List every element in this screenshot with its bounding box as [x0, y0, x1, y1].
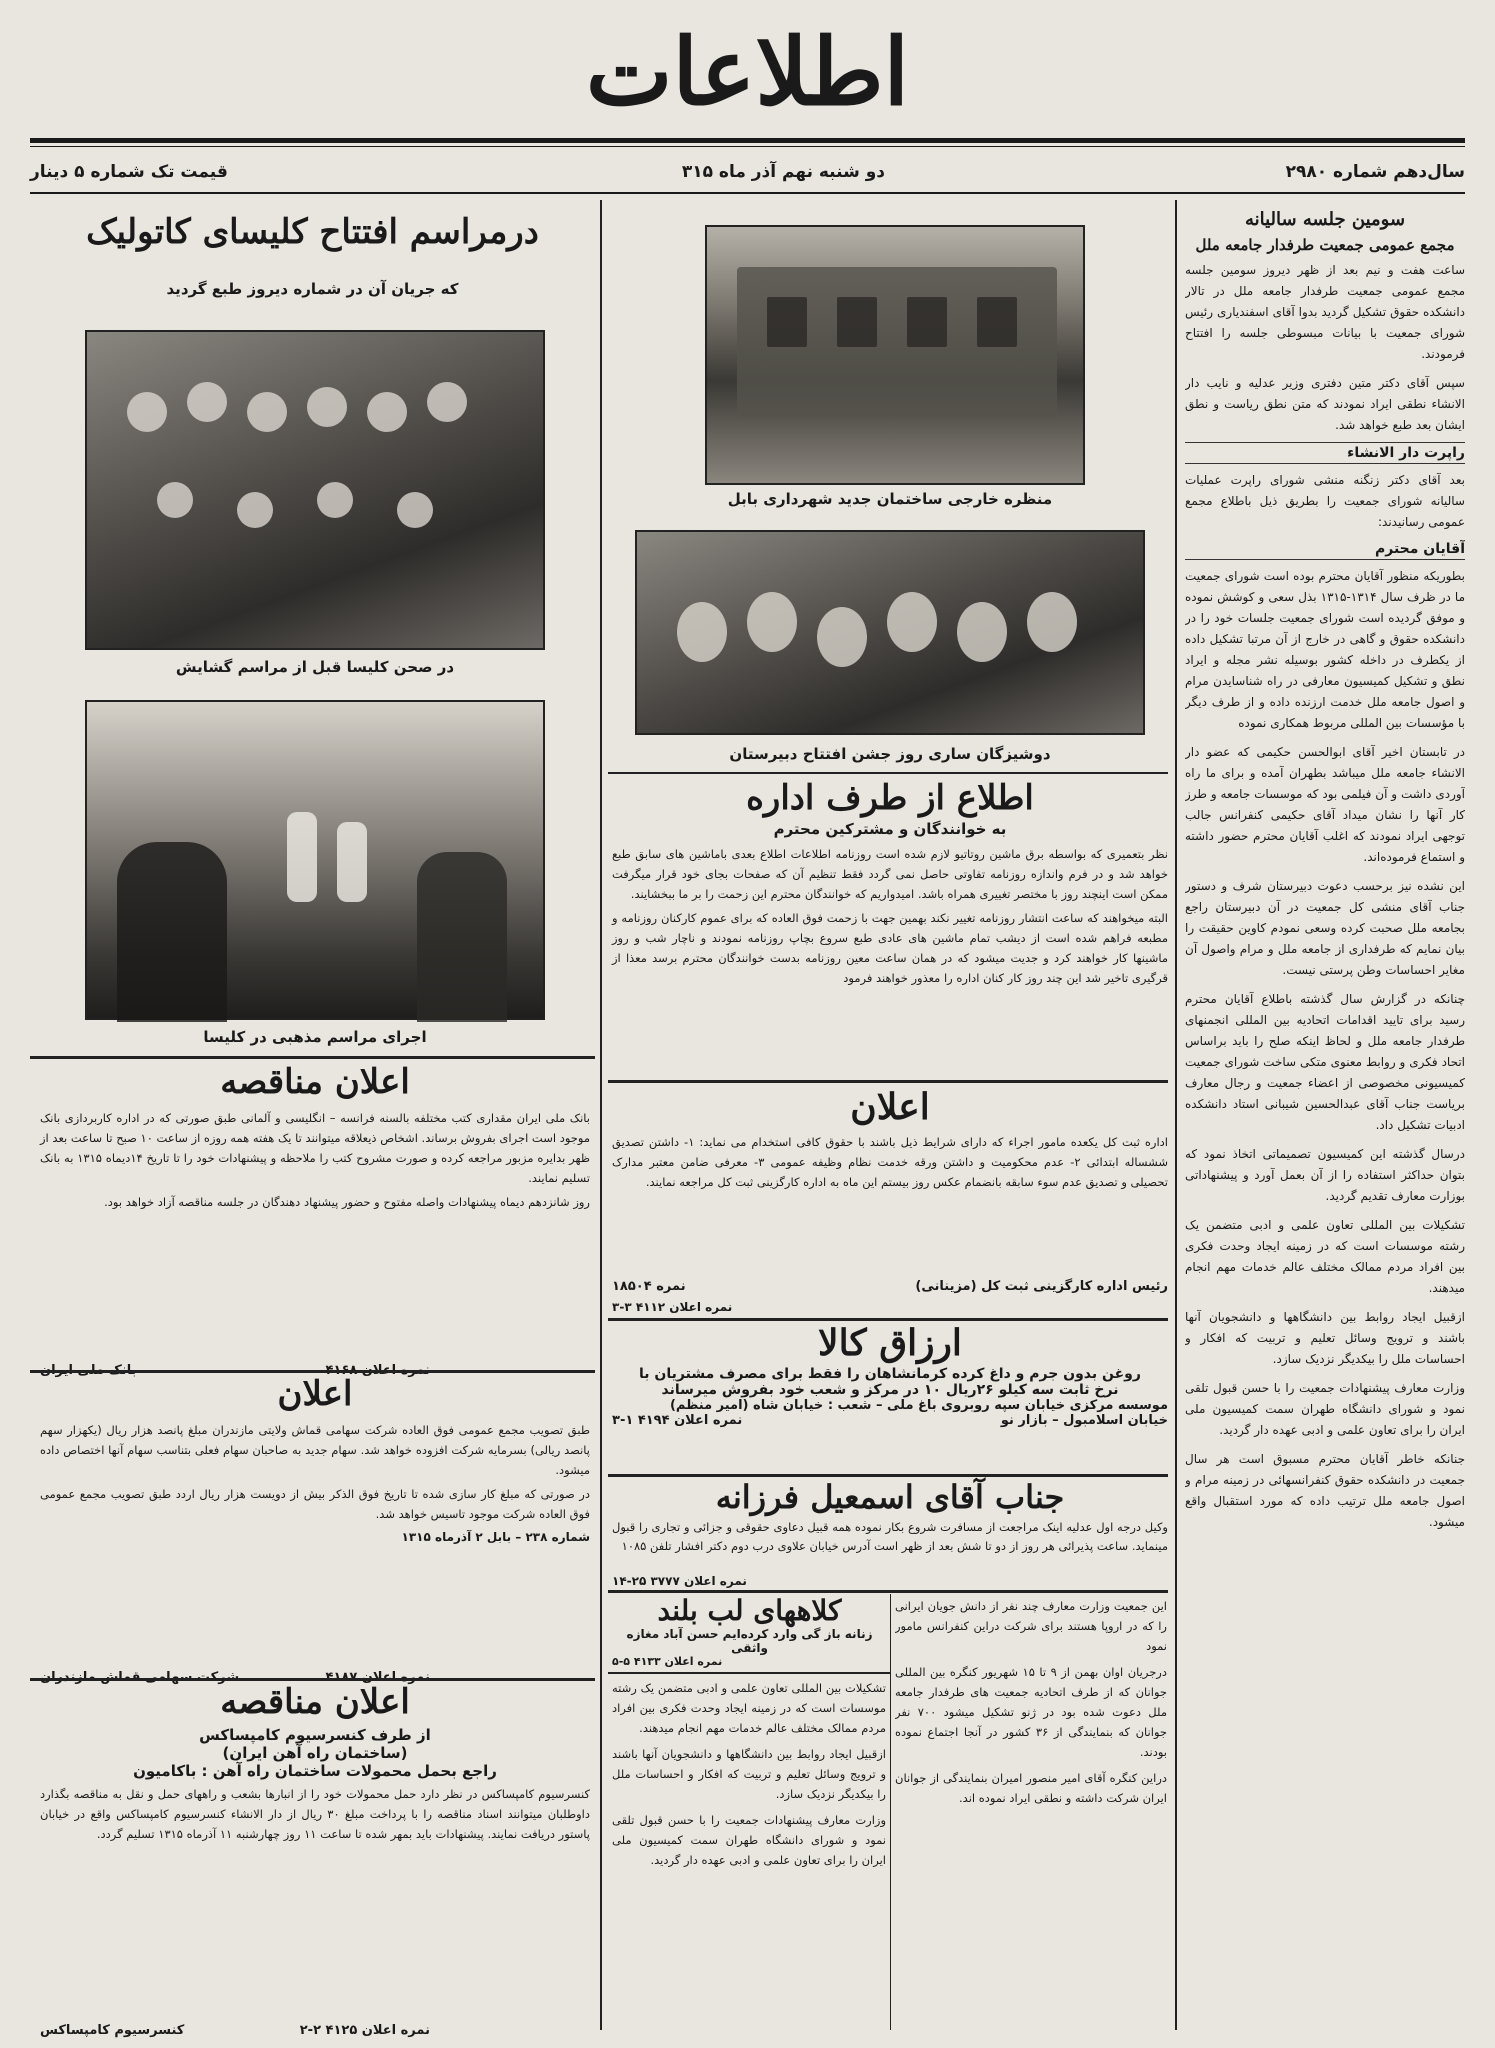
column-rule-right: [1175, 200, 1177, 2030]
notice-ad-number: نمره اعلان ۳۷۷۷ ۲۵-۱۴: [612, 1574, 747, 1588]
article-paragraph: این نشده نیز برحسب دعوت دبیرستان شرف و دستور جناب آقای منشی کل جمعیت در آن دبیرستان راجع بجامعه ملل صحبت کرده وسعی نمودم کاوین حقیقت را بیان نمایم که طرفداری از جامعه ملل و مرام واصول آن مغایر احساسات وطن پرستی نیست.: [1185, 879, 1465, 977]
notice-paragraph: اداره ثبت کل یکعده مامور اجراء که دارای شرایط ذیل باشند با حقوق کافی استخدام می نماید: ۱- داشتن تصدیق ششساله ابتدائی ۲- عدم محکومیت و داشتن ورقه خدمت نظام وظیفه عمومی ۳- معرفی ضامن معتبر مدارک تحصیلی و تصدیق عدم سوء سابقه بانضمام عکس روز بیستم این ماه به اداره کارگزینی ثبت کل مراجعه نمایند.: [612, 1135, 1169, 1189]
divider: [30, 1056, 595, 1059]
notice-from-administration: [612, 778, 1168, 1078]
divider: [608, 1080, 1168, 1083]
issue-number: سال‌دهم شماره ۲۹۸۰: [1285, 162, 1465, 182]
article-paragraph: ازقبیل ایجاد روابط بین دانشگاهها و دانشجویان آنها باشند و ترویج وسائل تعلیم و تربیت که افکار و احساسات ملل را بیکدیگر نزدیک سازد.: [612, 1747, 886, 1801]
notice-lawyer-farzaneh: [612, 1478, 1168, 1588]
caption-church-ceremony: اجرای مراسم مذهبی در کلیسا: [203, 1028, 427, 1046]
caption-church-courtyard: در صحن کلیسا قبل از مراسم گشایش: [175, 658, 455, 676]
ad-paragraph: روز شانزدهم دیماه پیشنهادات واصله مفتوح و حضور پیشنهاد دهندگان در جلسه مناقصه آزاد خواهد بود.: [104, 1195, 590, 1209]
masthead: [0, 0, 1495, 150]
notice-ad-number: نمره اعلان ۴۱۳۳ ۵-۵: [612, 1655, 723, 1668]
ad-paragraph: در صورتی که مبلغ کار سازی شده تا تاریخ فوق الذکر بیش از دویست هزار ریال اردد طبق تصویب مجمع عمومی فوق العاده شرکت موجود تاسیس خواهد شد.: [40, 1487, 590, 1521]
notice-arzagh-kala: [612, 1322, 1168, 1472]
article-paragraph: بطوریکه منظور آقایان محترم بوده است شورای جمعیت ما در ظرف سال ۱۳۱۴-۱۳۱۵ بذل سعی و کوشش نموده و موفق گردیده است شورای جمعیت جلسات خود را در دانشکده حقوق و گاهی در خارج از آن مرتبا تشکیل داده از یکطرف در داخله کشور بوسیله نشر مجله و ایراد نطق و تشکیل کمیسیون معارفی در راه شناسایدن مرام و اصول جامعه ملل خدمت ارزنده داده و از طرف دیگر با مؤسسات بین المللی مربوط همکاری نموده: [1185, 569, 1465, 730]
ad-paragraph: بانک ملی ایران مقداری کتب مختلفه بالسنه فرانسه – انگلیسی و آلمانی طبق صورتی که در اداره کاربردازی بانک موجود است اجرای بفروش برساند. اشخاص ذیعلاقه میتوانند تا یک هفته همه روزه از ساعت ۱۰ صبح تا ساعت بعد از ظهر بدایره مزبور مراجعه کرده و صورت مشروح کتب را ملاحظه و پیشنهادات خود را تا تاریخ ۱۴دیماه ۱۳۱۵ به بانک تسلیم نمایند.: [40, 1111, 590, 1185]
notice-title: ارزاق کالا: [818, 1322, 962, 1364]
article-paragraph: این جمعیت وزارت معارف چند نفر از دانش جویان ایرانی را که در اروپا هستند برای شرکت دراین کنفرانس مامور نمود: [895, 1599, 1167, 1653]
article-subtitle-jamee-melal: مجمع عمومی جمعیت طرفدار جامعه ملل: [1195, 236, 1455, 254]
newspaper-title: اطلاعات: [585, 18, 910, 126]
article-paragraph: جنانکه خاطر آقایان محترم مسبوق است هر سال جمعیت در دانشکده حقوق کنفرانسهائی در زمینه مرام و اصول جامعه ملل ترتیب داده که مورد استقبال واقع میشود.: [1185, 1452, 1465, 1529]
ad-title: اعلان: [277, 1374, 353, 1414]
article-paragraph: وزارت معارف پیشنهادات جمعیت را با حسن قبول تلقی نمود و شورای دانشگاه طهران سمت کمیسیون ملی ایران را برای تعاون علمی و ادبی عهده دار گردید.: [1185, 1381, 1465, 1437]
masthead-rule: [30, 138, 1465, 143]
notice-signature: رئیس اداره کارگزینی ثبت کل (مزینانی): [915, 1279, 1168, 1294]
notice-number: نمره ۱۸۵۰۴: [612, 1279, 686, 1294]
article-title-jamee-melal: سومین جلسه سالیانه: [1244, 209, 1406, 230]
article-youth-congress-cont: [612, 1678, 886, 2028]
article-youth-congress: [895, 1596, 1167, 2028]
notice-ad-number: نمره اعلان ۴۱۹۴ ۱-۳: [612, 1413, 743, 1428]
article-paragraph: ازقبیل ایجاد روابط بین دانشگاهها و دانشجویان آنها باشند و ترویج وسائل تعلیم و تربیت که افکار و احساسات ملل را بیکدیگر نزدیک سازد.: [1185, 1310, 1465, 1366]
church-article-subtitle: که جریان آن در شماره دیروز طبع گردید: [166, 280, 459, 298]
ad-title: اعلان مناقصه: [220, 1062, 410, 1102]
ad-paragraph: کنسرسیوم کامپساکس در نظر دارد حمل محمولات خود را از انبارها بشعب و راههای حمل و نقل به مناقصه بگذارد داوطلبان میتوانند اسناد مناقصه را با پرداخت مبلغ ۳۰ ریال از دار الانشاء کنسرسیوم کامپساکس واقع در خیابان پاستور دریافت نمایند. پیشنهادات باید بمهر شده تا ساعت ۱۱ روز چهارشنبه ۱۱ آذرماه ۱۳۱۵ تسلیم گردد.: [40, 1787, 590, 1841]
church-article-title: درمراسم افتتاح کلیسای کاتولیک: [86, 212, 539, 252]
article-paragraph: در تابستان اخیر آقای ابوالحسن حکیمی که عضو دار الانشاء جامعه ملل میباشد بطهران آمده و برای ما راه آوردی داشت و آن فیلمی بود که موسسات جامعه و طرز کار آنها را نشان میداد آقای حکیمی کنفرانس جالب توجهی ایراد نمودند که اغلب آقایان محترم حضور داشته و استماع فرموده‌اند.: [1185, 745, 1465, 864]
infobar-rule: [30, 192, 1465, 194]
ad-number: نمره اعلان ۴۱۲۵ ۲-۲: [299, 2023, 430, 2038]
article-paragraph: درسال گذشته این کمیسیون تصمیماتی اتخاذ نمود که بتوان حداکثر استفاده را از آن بعمل آورد و پیشنهاداتی بوزارت معارف تقدیم گردید.: [1185, 1147, 1465, 1203]
column-rule-middle: [600, 200, 602, 2030]
right-column: [1185, 205, 1465, 2030]
divider: [608, 1318, 1168, 1321]
divider: [30, 1370, 595, 1373]
ad-kampsax-tender: [40, 1682, 590, 2038]
masthead-rule-thin: [30, 146, 1465, 147]
ad-mazandaran-company: [40, 1374, 590, 1674]
notice-ad-number: نمره اعلان ۴۱۱۲ ۳-۳: [612, 1300, 733, 1314]
ad-line: شماره ۲۳۸ – بابل ۲ آذرماه ۱۳۱۵: [401, 1530, 590, 1544]
article-paragraph: بعد آقای دکتر زنگنه منشی شورای راپرت عملیات سالیانه شورای جمعیت را بطریق ذیل باطلاع مجمع عمومی رسانیدند:: [1185, 473, 1465, 529]
notice-title: کلاههای لب بلند: [657, 1594, 842, 1627]
caption-babol-municipality: منظره خارجی ساختمان جدید شهرداری بابل: [727, 490, 1053, 508]
inner-column-rule: [890, 1594, 891, 2030]
ad-paragraph: طبق تصویب مجمع عمومی فوق العاده شرکت سهامی قماش ولایتی مازندران مبلغ پانصد هزار ریال (یکهزار سهم پانصد ریالی) بسرمایه شرکت افزوده خواهد شد. سهام جدید به صاحبان سهام فعلی بتناسب سهام آنها اختصاص داده میشود.: [40, 1423, 590, 1477]
article-paragraph: ساعت هفت و نیم بعد از ظهر دیروز سومین جلسه مجمع عمومی جمعیت طرفدار جامعه ملل در تالار دانشکده حقوق تشکیل گردید بدوا آقای اسفندیاری رئیس شورای جمعیت با بیانات مبسوطی جلسه را افتتاح فرمودند.: [1185, 263, 1465, 361]
section-heading: راپرت دار الانشاء: [1185, 442, 1465, 464]
notice-hats: [612, 1594, 887, 1669]
ad-title: اعلان مناقصه: [220, 1682, 410, 1722]
photo-church-courtyard: [85, 330, 545, 650]
article-paragraph: تشکیلات بین المللی تعاون علمی و ادبی متضمن یک رشته موسسات است که در زمینه ایجاد وحدت فکری بین افراد مردم ممالک مختلف عالم خدمات مهم انجام میدهند.: [612, 1681, 886, 1735]
photo-sari-girls: [635, 530, 1145, 735]
notice-line: موسسه مرکزی خیابان سپه روبروی باغ ملی – شعب : خیابان شاه (امیر منظم): [669, 1398, 1168, 1413]
ad-subtitle: (ساختمان راه آهن ایران): [222, 1744, 408, 1762]
article-paragraph: تشکیلات بین المللی تعاون علمی و ادبی متضمن یک رشته موسسات است که در زمینه ایجاد وحدت فکری بین افراد مردم ممالک مختلف عالم خدمات مهم انجام میدهند.: [1185, 1218, 1465, 1295]
divider: [30, 1678, 595, 1681]
notice-title: اطلاع از طرف اداره: [746, 778, 1034, 818]
issue-info-bar: [30, 158, 1465, 188]
photo-church-ceremony: [85, 700, 545, 1020]
notice-line: نرخ ثابت سه کیلو ۲۶ریال ۱۰ در مرکز و شعب خود بفروش میرساند: [661, 1382, 1119, 1398]
article-paragraph: درجریان اوان بهمن از ۹ تا ۱۵ شهریور کنگره بین المللی جوانان که از طرف اتحادیه جمعیت های طرفدار جامعه ملل دعوت شده بود در ژنو تشکیل میشود ۷۰۰ نفر جوانان که بنمایندگی از ۳۶ کشور در آنجا اجتماع نموده بودند.: [895, 1665, 1167, 1759]
article-paragraph: سپس آقای دکتر متین دفتری وزیر عدلیه و نایب دار الانشاء نطقی ایراد نمودند که متن نطق ریاست و نطق ایشان بعد طبع خواهد شد.: [1185, 376, 1465, 432]
article-paragraph: چنانکه در گزارش سال گذشته باطلاع آقایان محترم رسید برای تایید اقدامات اتحادیه بین المللی انجمنهای طرفدار جامعه ملل و لحاظ اینکه صلح را باید براساس اتحاد فکری و روابط معنوی متکی ساخت شورای جمعیت کمیسیونی مخصوصی از اعضاء جمعیت و رجال معارف بریاست جناب آقای عبدالحسین شیبانی استاد دانشکده ادبیات تشکیل داد.: [1185, 992, 1465, 1132]
notice-title: جناب آقای اسمعیل فرزانه: [715, 1478, 1065, 1516]
ad-signature: کنسرسیوم کامپساکس: [40, 2023, 185, 2038]
notice-paragraph: وکیل درجه اول عدلیه اینک مراجعت از مسافرت شروع بکار نموده همه قبیل دعاوی حقوقی و جزائی و تجاری را قبول مینماید. ساعت پذیرائی هر روز از دو تا شش بعد از ظهر است آدرس خیابان علاوی درب دوم دکتر افشار تلفن ۱۰۸۵: [612, 1520, 1168, 1553]
caption-sari-girls: دوشیزگان ساری روز جشن افتتاح دبیرستان: [729, 745, 1051, 763]
notice-title: اعلان: [850, 1086, 930, 1128]
divider: [608, 1672, 890, 1674]
notice-paragraph: البته میخواهند که ساعت انتشار روزنامه تغییر نکند بهمین جهت با زحمت فوق العاده که برای عموم کارکنان روزنامه و مطبعه فراهم شده است از دیشب تمام ماشین های عادی طبع سروع بچاپ روزنامه نمودند و ناچار شب و روز ماشینها کار خواهند کرد و جدیت میشود که در همان ساعت معین روزنامه بدست خوانندگان محترم برسد معذا از قرگیری تاخیر شد این چند روز کار کنان اداره را معذور خواهند فرمود: [612, 911, 1168, 985]
notice-paragraph: نظر بتعمیری که بواسطه برق ماشین روتاتیو لازم شده است روزنامه اطلاعات اطلاع بعدی باماشین های سابق طبع خواهد شد و در فرم واندازه روزنامه تفاوتی حاصل نمی گردد فقط تنظیم آن که صفحات بجای خود قرار میگرفت ممکن است اینچند روز با مختصر تغییری همراه باشد. امیدواریم که خوانندگان محترم این زحمت را بر ما ببخشایند.: [612, 847, 1168, 901]
ad-subtitle: راجع بحمل محمولات ساختمان راه آهن : باکامیون: [133, 1762, 497, 1780]
divider: [608, 1474, 1168, 1477]
notice-line: خیابان اسلامبول – بازار نو: [1000, 1413, 1168, 1428]
section-heading: آقایان محترم: [1185, 539, 1465, 560]
divider: [608, 1590, 1168, 1593]
notice-subtitle: به خوانندگان و مشترکین محترم: [773, 820, 1007, 838]
article-paragraph: وزارت معارف پیشنهادات جمعیت را با حسن قبول تلقی نمود و شورای دانشگاه طهران سمت کمیسیون ملی ایران را برای تعاون علمی و ادبی عهده دار گردید.: [612, 1813, 886, 1867]
notice-registry-hiring: [612, 1086, 1168, 1316]
issue-price: قیمت تک شماره ۵ دینار: [30, 162, 228, 182]
ad-bank-tender: [40, 1062, 590, 1367]
divider: [608, 772, 1168, 774]
photo-babol-municipality: [705, 225, 1085, 485]
notice-line: روغن بدون جرم و داغ کرده کرمانشاهان را فقط برای مصرف مشتریان با: [639, 1366, 1141, 1382]
ad-subtitle: از طرف کنسرسیوم کامپساکس: [199, 1726, 431, 1744]
article-paragraph: دراین کنگره آقای امیر منصور امیران بنمایندگی از جوانان ایران شرکت داشته و نطقی ایراد نموده اند.: [895, 1771, 1167, 1805]
issue-date: دو شنبه نهم آذر ماه ۳۱۵: [681, 162, 885, 182]
notice-paragraph: زنانه باز گی وارد کرده‌ایم حسن آباد مغازه واثقی: [626, 1627, 873, 1655]
